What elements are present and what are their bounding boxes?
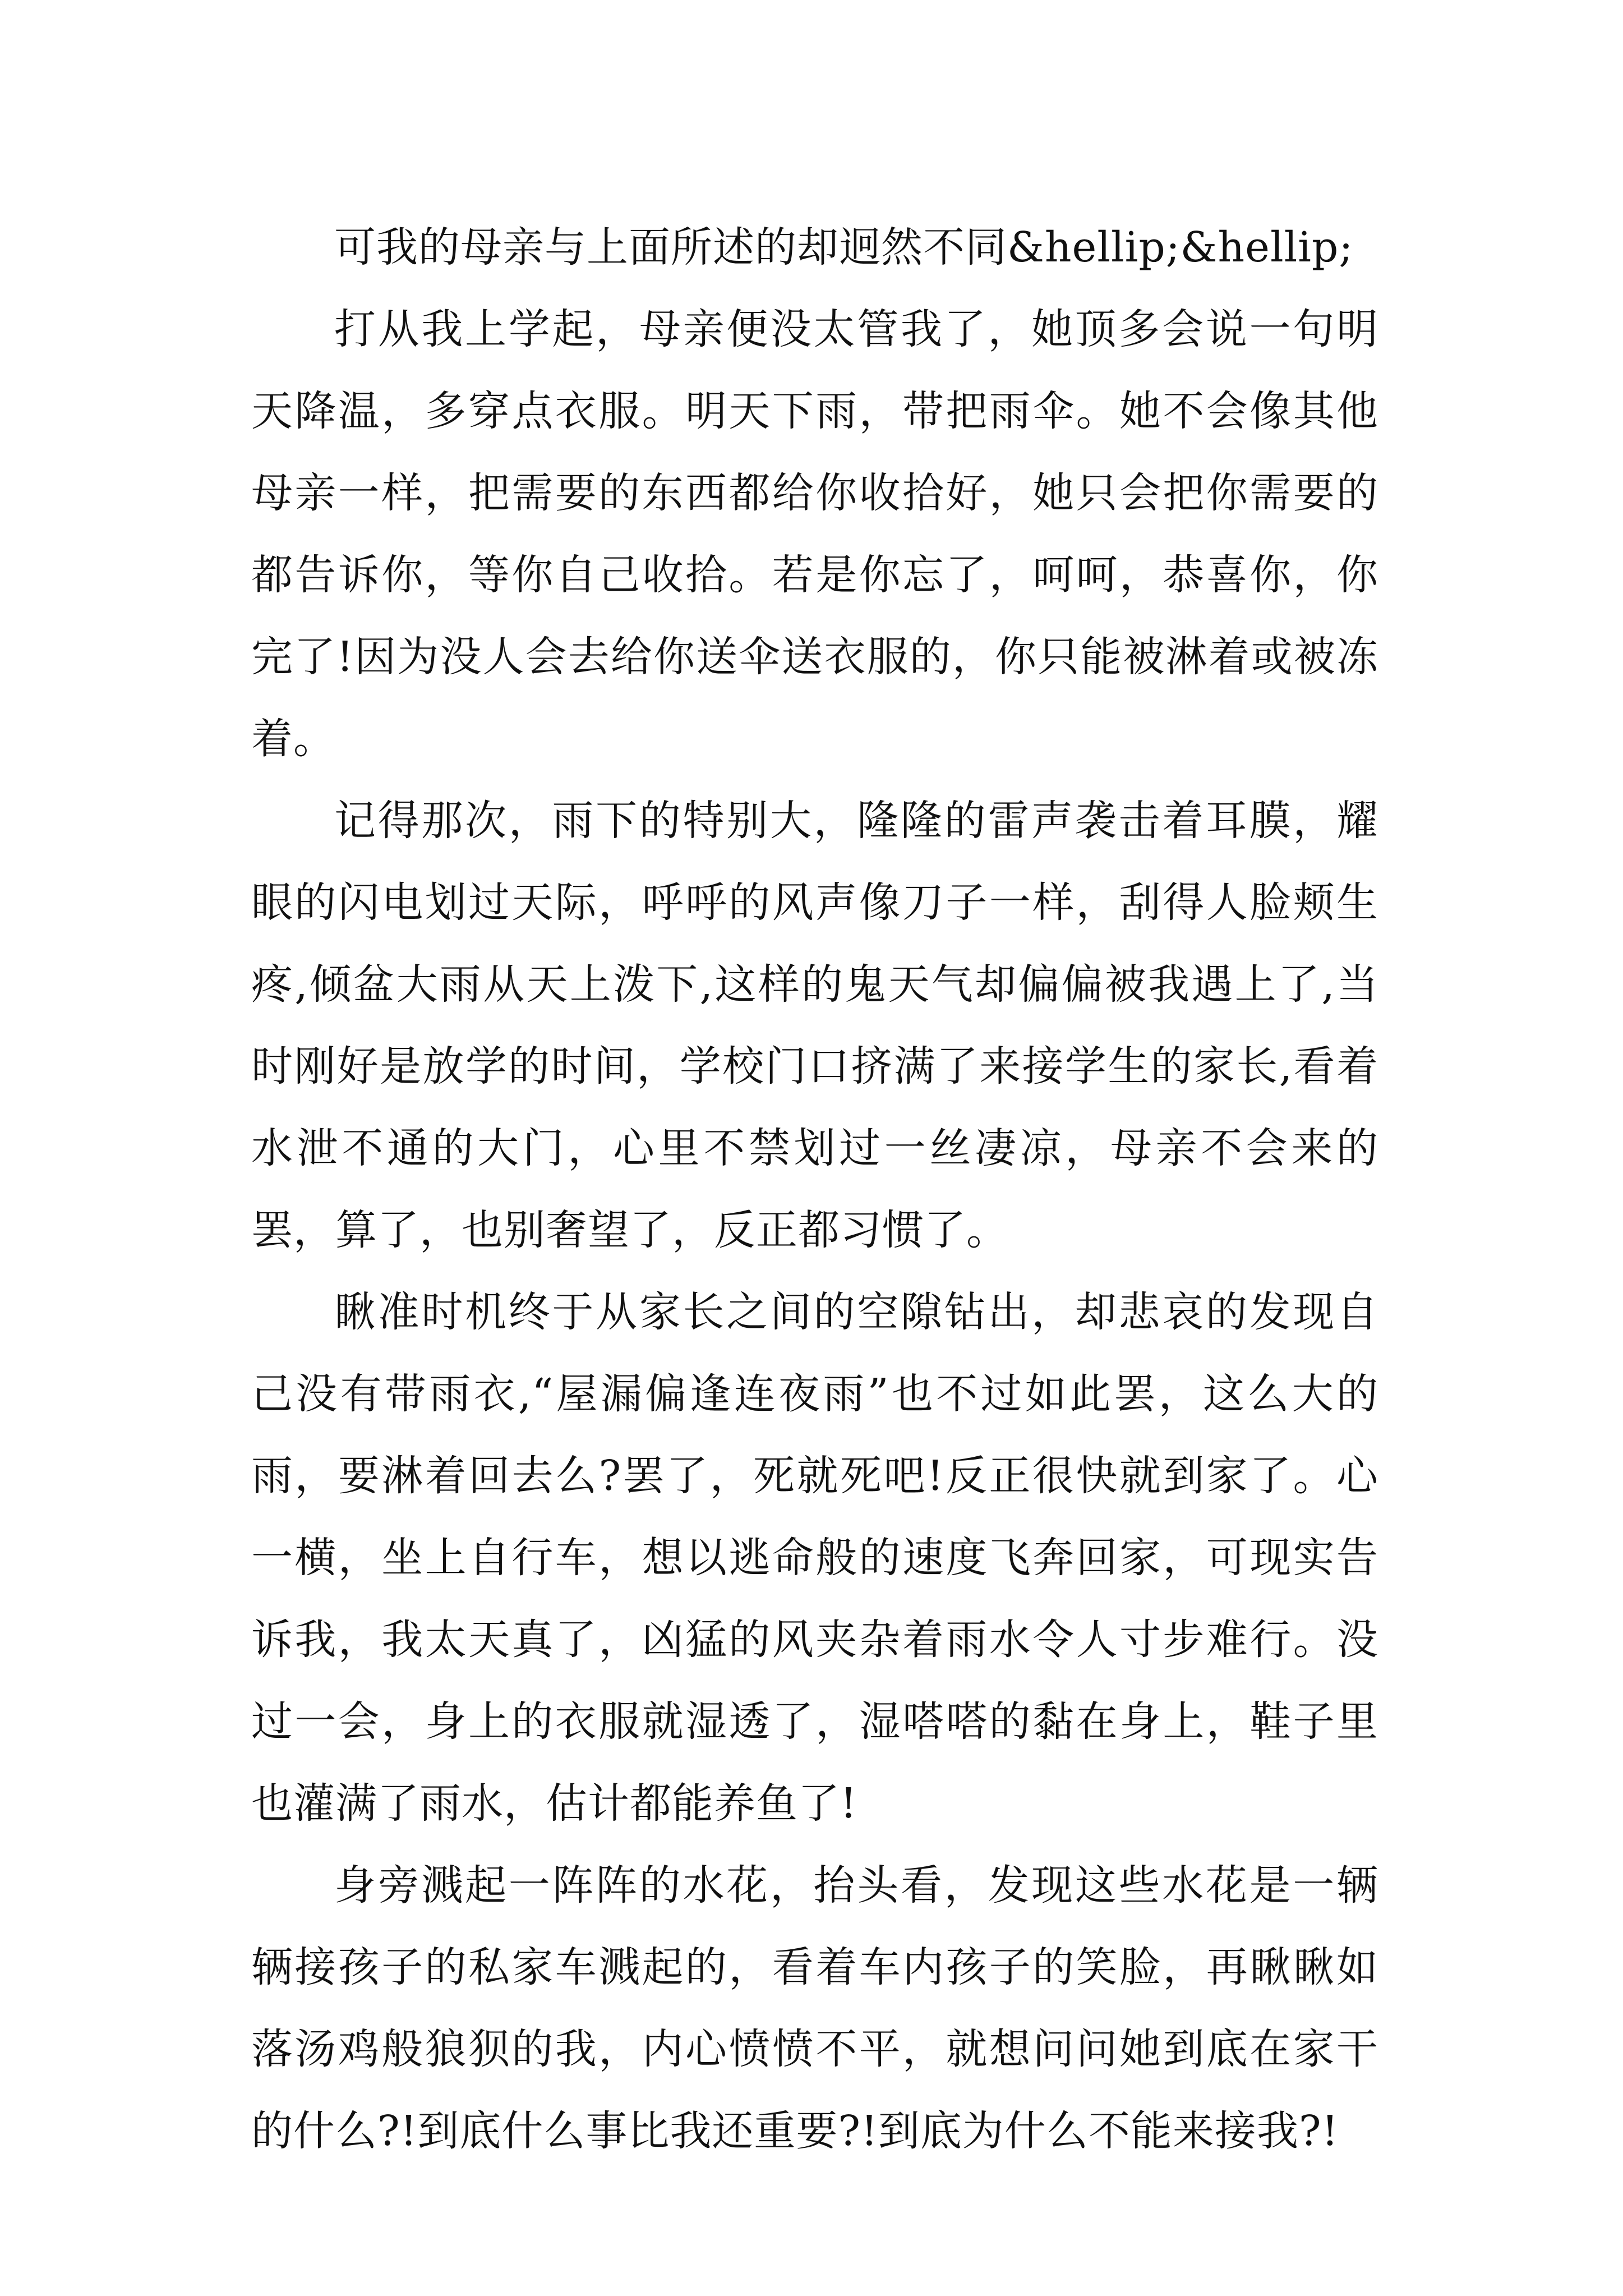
paragraph: 身旁溅起一阵阵的水花，抬头看，发现这些水花是一辆辆接孩子的私家车溅起的，看着车内孩子的笑脸，再瞅瞅如落汤鸡般狼狈的我，内心愤愤不平，就想问问她到底在家干的什么?!到底什么事比我还重要?!到底为什么不能来接我?! <box>251 1861 1378 2155</box>
paragraph: 打从我上学起，母亲便没太管我了，她顶多会说一句明天降温，多穿点衣服。明天下雨，带把雨伞。她不会像其他母亲一样，把需要的东西都给你收拾好，她只会把你需要的都告诉你，等你自己收拾。若是你忘了，呵呵，恭喜你，你完了!因为没人会去给你送伞送衣服的，你只能被淋着或被冻着。 <box>251 305 1378 763</box>
paragraph: 记得那次，雨下的特别大，隆隆的雷声袭击着耳膜，耀眼的闪电划过天际，呼呼的风声像刀子一样，刮得人脸颊生疼,倾盆大雨从天上泼下,这样的鬼天气却偏偏被我遇上了,当时刚好是放学的时间，学校门口挤满了来接学生的家长,看着水泄不通的大门，心里不禁划过一丝凄凉，母亲不会来的罢，算了，也别奢望了，反正都习惯了。 <box>251 797 1378 1254</box>
paragraph: 瞅准时机终于从家长之间的空隙钻出，却悲哀的发现自己没有带雨衣,“屋漏偏逢连夜雨”也不过如此罢，这么大的雨，要淋着回去么?罢了，死就死吧!反正很快就到家了。心一横，坐上自行车，想以逃命般的速度飞奔回家，可现实告诉我，我太天真了，凶猛的风夹杂着雨水令人寸步难行。没过一会，身上的衣服就湿透了，湿嗒嗒的黏在身上，鞋子里也灌满了雨水，估计都能养鱼了! <box>251 1288 1378 1828</box>
paragraph: 可我的母亲与上面所述的却迥然不同&hellip;&hellip; <box>334 223 1354 272</box>
body-text <box>251 206 1378 2172</box>
